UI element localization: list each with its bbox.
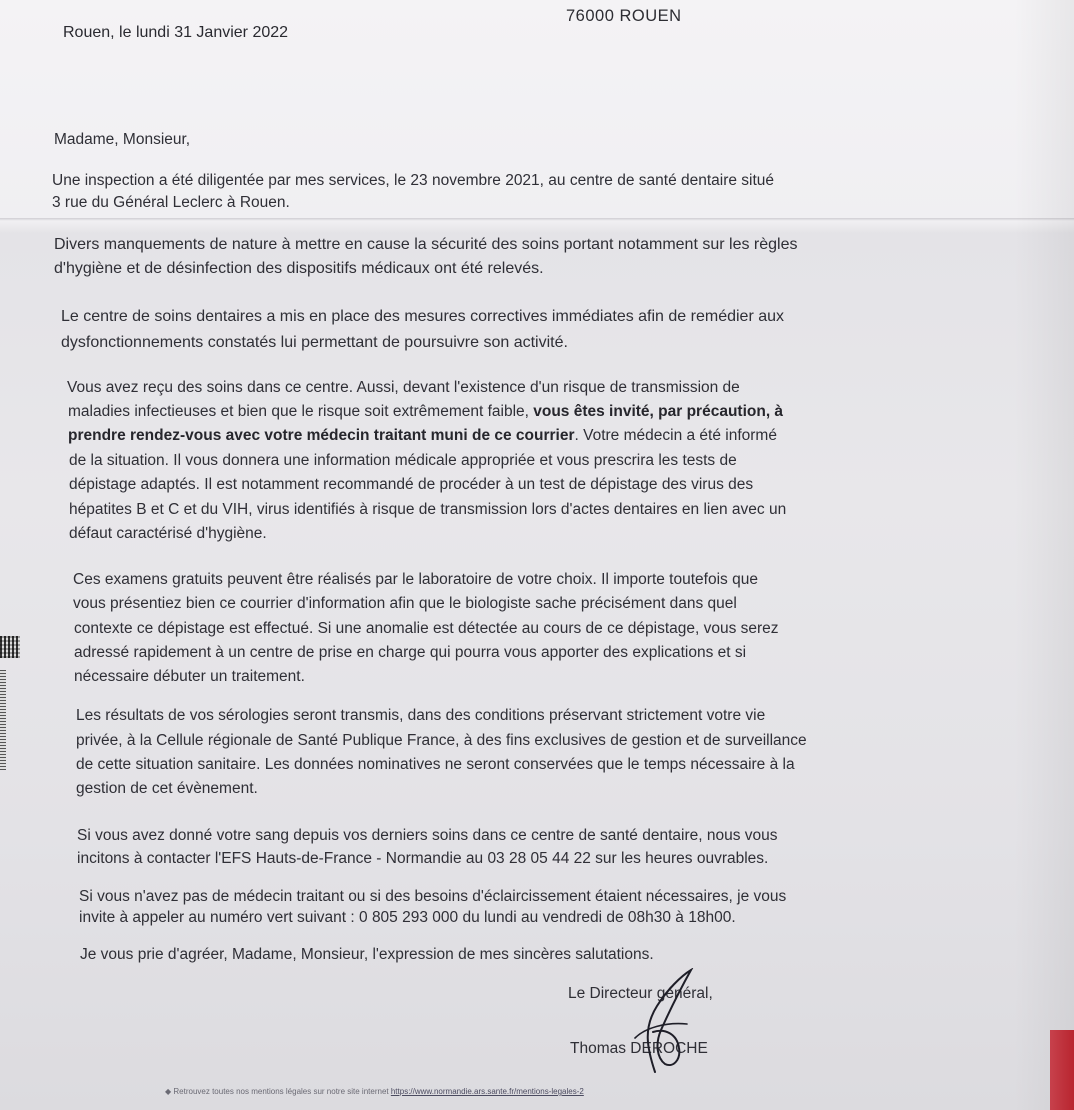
paper-fold bbox=[0, 218, 1074, 221]
paragraph-4-line bbox=[68, 425, 777, 447]
paragraph-4-emphasis: vous êtes invité, par précaution, à bbox=[533, 403, 784, 420]
closing-formula: Je vous prie d'agréer, Madame, Monsieur, l'expression de mes sincères salutations. bbox=[80, 946, 654, 963]
paragraph-5-line: contexte ce dépistage est effectué. Si une anomalie est détectée au cours de ce dépistage, vous serez bbox=[74, 620, 779, 637]
paragraph-4-emphasis: prendre rendez-vous avec votre médecin traitant muni de ce courrier bbox=[68, 427, 575, 444]
paragraph-8-line: invite à appeler au numéro vert suivant : 0 805 293 000 du lundi au vendredi de 08h30 à 18h00. bbox=[79, 909, 736, 926]
page-shadow bbox=[1014, 0, 1074, 1110]
paragraph-1-line: 3 rue du Général Leclerc à Rouen. bbox=[52, 194, 290, 211]
paragraph-2-line: Divers manquements de nature à mettre en cause la sécurité des soins portant notamment sur les règles bbox=[54, 236, 798, 253]
paragraph-7-line: Si vous avez donné votre sang depuis vos derniers soins dans ce centre de santé dentaire, nous vous bbox=[77, 827, 778, 844]
paragraph-4-line bbox=[68, 401, 783, 423]
letter-date: Rouen, le lundi 31 Janvier 2022 bbox=[63, 24, 289, 41]
paragraph-3-line: dysfonctionnements constatés lui permettant de poursuivre son activité. bbox=[61, 334, 568, 351]
background-object bbox=[1050, 1030, 1074, 1110]
handwritten-signature bbox=[595, 968, 715, 1078]
paragraph-2-line: d'hygiène et de désinfection des dispositifs médicaux ont été relevés. bbox=[54, 260, 544, 277]
paragraph-7-line: incitons à contacter l'EFS Hauts-de-France - Normandie au 03 28 05 44 22 sur les heures ouvrables. bbox=[77, 850, 769, 867]
paragraph-4-line: hépatites B et C et du VIH, virus identifiés à risque de transmission lors d'actes dentaires en lien avec un bbox=[69, 501, 787, 518]
paragraph-5-line: vous présentiez bien ce courrier d'information afin que le biologiste sache précisément dans quel bbox=[73, 595, 737, 612]
signer-name: Thomas DEROCHE bbox=[570, 1040, 708, 1057]
paragraph-5-line: adressé rapidement à un centre de prise en charge qui pourra vous apporter des explications et si bbox=[74, 644, 747, 661]
paragraph-4-text: maladies infectieuses et bien que le risque soit extrêmement faible, bbox=[68, 403, 534, 420]
paragraph-1-line: Une inspection a été diligentée par mes services, le 23 novembre 2021, au centre de santé dentaire situé bbox=[52, 172, 775, 189]
footer-text: Retrouvez toutes nos mentions légales sur notre site internet bbox=[173, 1087, 391, 1096]
salutation: Madame, Monsieur, bbox=[54, 131, 191, 148]
paragraph-6-line: privée, à la Cellule régionale de Santé Publique France, à des fins exclusives de gestion et de surveillance bbox=[76, 732, 807, 749]
paragraph-6-line: Les résultats de vos sérologies seront transmis, dans des conditions préservant strictement votre vie bbox=[76, 707, 766, 724]
paragraph-4-line: dépistage adaptés. Il est notamment recommandé de procéder à un test de dépistage des virus des bbox=[69, 476, 754, 493]
paragraph-6-line: de cette situation sanitaire. Les données nominatives ne seront conservées que le temps nécessaire à la bbox=[76, 756, 795, 773]
paragraph-4-line: défaut caractérisé d'hygiène. bbox=[69, 525, 267, 542]
paragraph-8-line: Si vous n'avez pas de médecin traitant ou si des besoins d'éclaircissement étaient nécessaires, je vous bbox=[79, 888, 787, 905]
qr-code-icon bbox=[0, 636, 20, 658]
paragraph-3-line: Le centre de soins dentaires a mis en place des mesures correctives immédiates afin de remédier aux bbox=[61, 308, 785, 325]
paragraph-5-line: nécessaire débuter un traitement. bbox=[74, 668, 305, 685]
footer-icon: ◆ bbox=[165, 1087, 172, 1096]
barcode-strip bbox=[0, 670, 6, 770]
footer-legal bbox=[165, 1087, 584, 1096]
footer-link[interactable]: https://www.normandie.ars.sante.fr/mentions-legales-2 bbox=[390, 1087, 584, 1096]
recipient-city-zip: 76000 ROUEN bbox=[566, 7, 682, 25]
signer-title: Le Directeur général, bbox=[568, 985, 713, 1002]
paragraph-4-line: de la situation. Il vous donnera une information médicale appropriée et vous prescrira les tests de bbox=[69, 452, 737, 469]
paragraph-4-line: Vous avez reçu des soins dans ce centre. Aussi, devant l'existence d'un risque de transmission de bbox=[67, 379, 740, 396]
paragraph-5-line: Ces examens gratuits peuvent être réalisés par le laboratoire de votre choix. Il importe toutefois que bbox=[73, 571, 758, 588]
paragraph-4-text: . Votre médecin a été informé bbox=[574, 427, 777, 444]
paragraph-6-line: gestion de cet évènement. bbox=[76, 780, 258, 797]
